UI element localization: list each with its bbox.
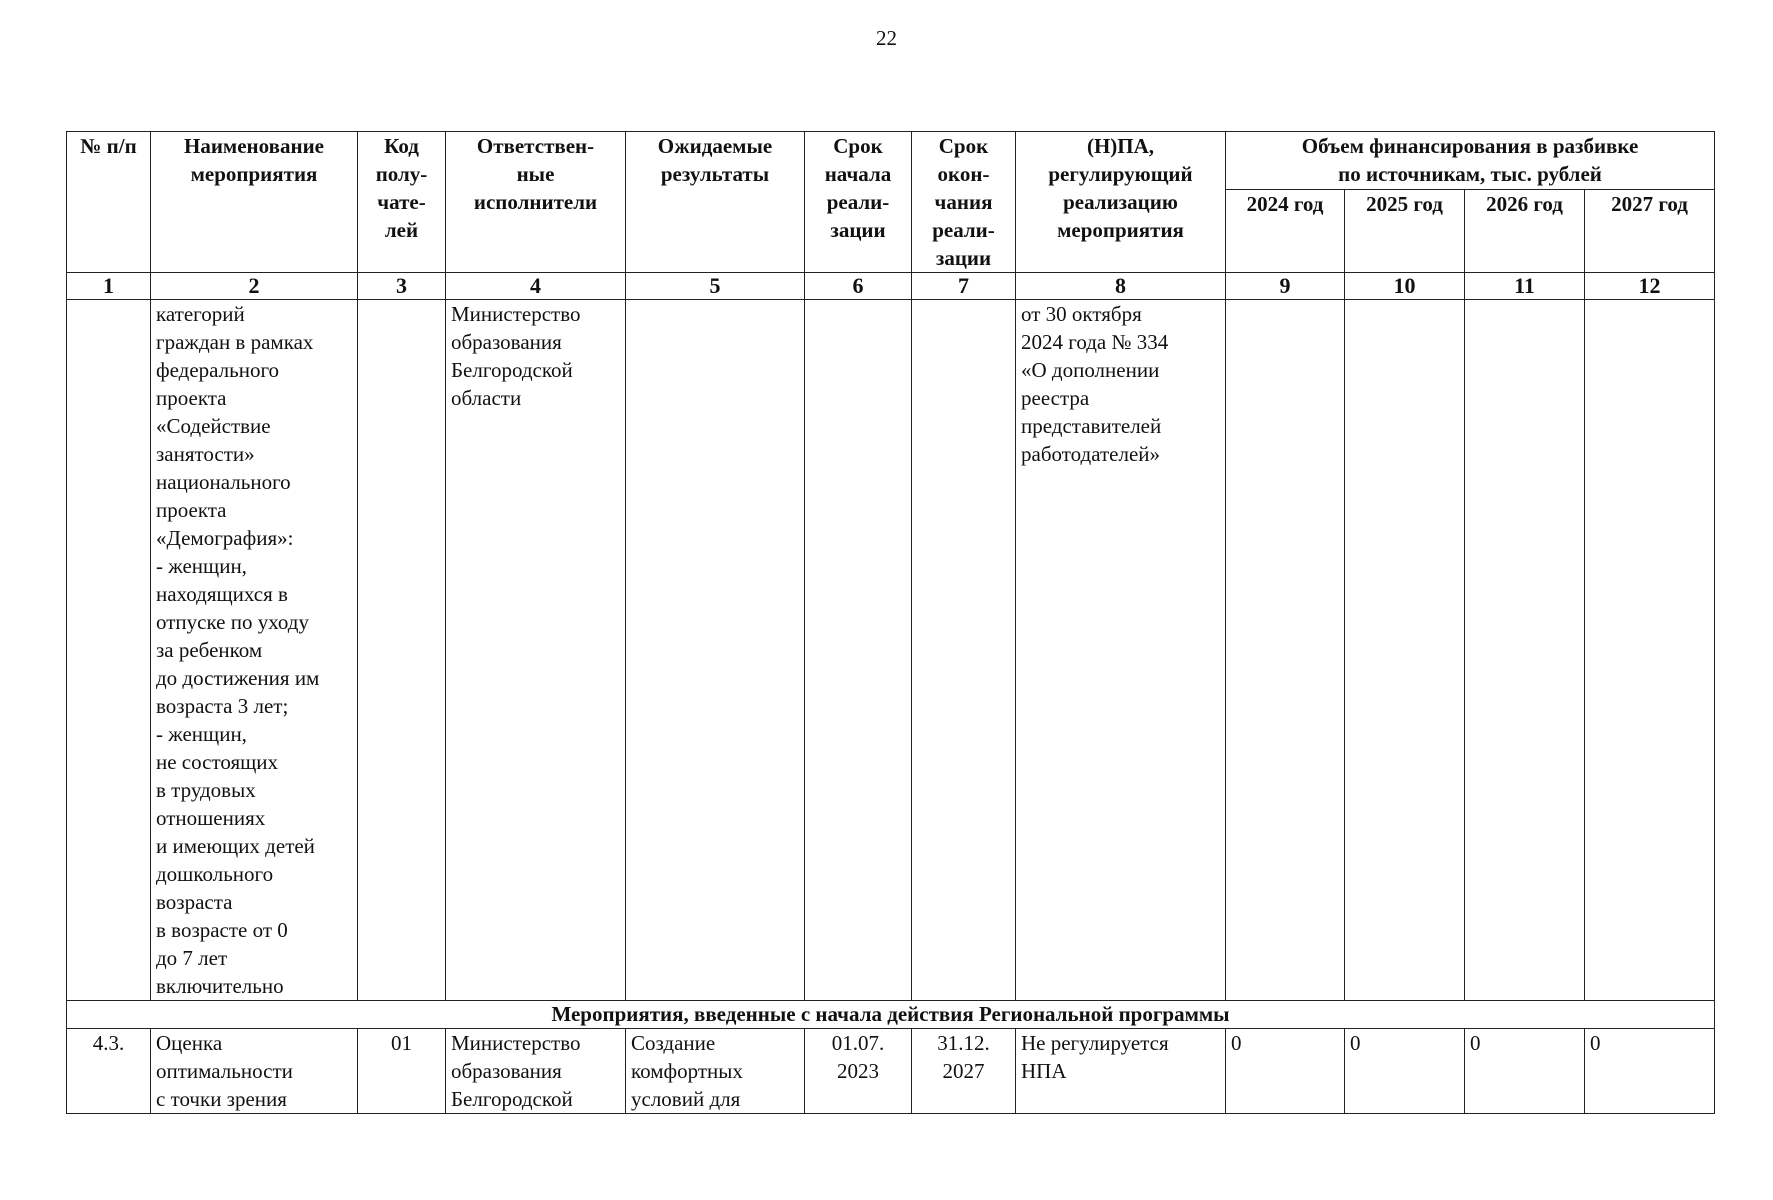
column-number-row (67, 273, 1715, 300)
table-row-4-3 (67, 1029, 1715, 1114)
cell-2026: 0 (1465, 1029, 1585, 1114)
cell-start (805, 300, 912, 1001)
column-number: 9 (1226, 273, 1345, 300)
header-name: Наименование мероприятия (151, 132, 358, 273)
cell-num (67, 300, 151, 1001)
header-end: Срок окон- чания реали- зации (912, 132, 1016, 273)
cell-results (626, 300, 805, 1001)
header-row (67, 132, 1715, 190)
cell-name: Оценка оптимальности с точки зрения (151, 1029, 358, 1114)
cell-start: 01.07. 2023 (805, 1029, 912, 1114)
column-number: 7 (912, 273, 1016, 300)
column-number: 6 (805, 273, 912, 300)
column-number: 4 (446, 273, 626, 300)
column-number: 5 (626, 273, 805, 300)
header-year-2025: 2025 год (1345, 190, 1465, 273)
cell-2025: 0 (1345, 1029, 1465, 1114)
cell-executors: Министерство образования Белгородской области (446, 300, 626, 1001)
column-number: 1 (67, 273, 151, 300)
header-financing: Объем финансирования в разбивке по источникам, тыс. рублей (1226, 132, 1715, 190)
cell-2026 (1465, 300, 1585, 1001)
financing-table (66, 131, 1715, 1114)
header-year-2027: 2027 год (1585, 190, 1715, 273)
cell-num: 4.3. (67, 1029, 151, 1114)
header-year-2026: 2026 год (1465, 190, 1585, 273)
cell-executors: Министерство образования Белгородской (446, 1029, 626, 1114)
header-npa: (Н)ПА, регулирующий реализацию мероприятия (1016, 132, 1226, 273)
header-code: Код полу- чате- лей (358, 132, 446, 273)
cell-2027 (1585, 300, 1715, 1001)
cell-end: 31.12. 2027 (912, 1029, 1016, 1114)
column-number: 8 (1016, 273, 1226, 300)
page-number: 22 (876, 26, 897, 50)
cell-npa: от 30 октября 2024 года № 334 «О дополнении реестра представителей работодателей» (1016, 300, 1226, 1001)
cell-name: категорий граждан в рамках федерального проекта «Содействие занятости» национального проекта «Демография»: - женщин, находящихся в отпуске по уходу за ребенком до достижения им возраста 3 лет; - женщин, не состоящих в трудовых отношениях и имеющих детей дошкольного возраста в возрасте от 0 до 7 лет включительно (151, 300, 358, 1001)
section-row (67, 1001, 1715, 1029)
cell-2024 (1226, 300, 1345, 1001)
cell-results: Создание комфортных условий для (626, 1029, 805, 1114)
table-row-continuation (67, 300, 1715, 1001)
cell-end (912, 300, 1016, 1001)
cell-2024: 0 (1226, 1029, 1345, 1114)
cell-2027: 0 (1585, 1029, 1715, 1114)
column-number: 11 (1465, 273, 1585, 300)
column-number: 10 (1345, 273, 1465, 300)
column-number: 3 (358, 273, 446, 300)
column-number: 12 (1585, 273, 1715, 300)
header-executors: Ответствен- ные исполнители (446, 132, 626, 273)
header-results: Ожидаемые результаты (626, 132, 805, 273)
header-num: № п/п (67, 132, 151, 273)
cell-code (358, 300, 446, 1001)
cell-2025 (1345, 300, 1465, 1001)
cell-npa: Не регулируется НПА (1016, 1029, 1226, 1114)
column-number: 2 (151, 273, 358, 300)
header-year-2024: 2024 год (1226, 190, 1345, 273)
header-start: Срок начала реали- зации (805, 132, 912, 273)
cell-code: 01 (358, 1029, 446, 1114)
section-title: Мероприятия, введенные с начала действия Региональной программы (67, 1001, 1715, 1029)
